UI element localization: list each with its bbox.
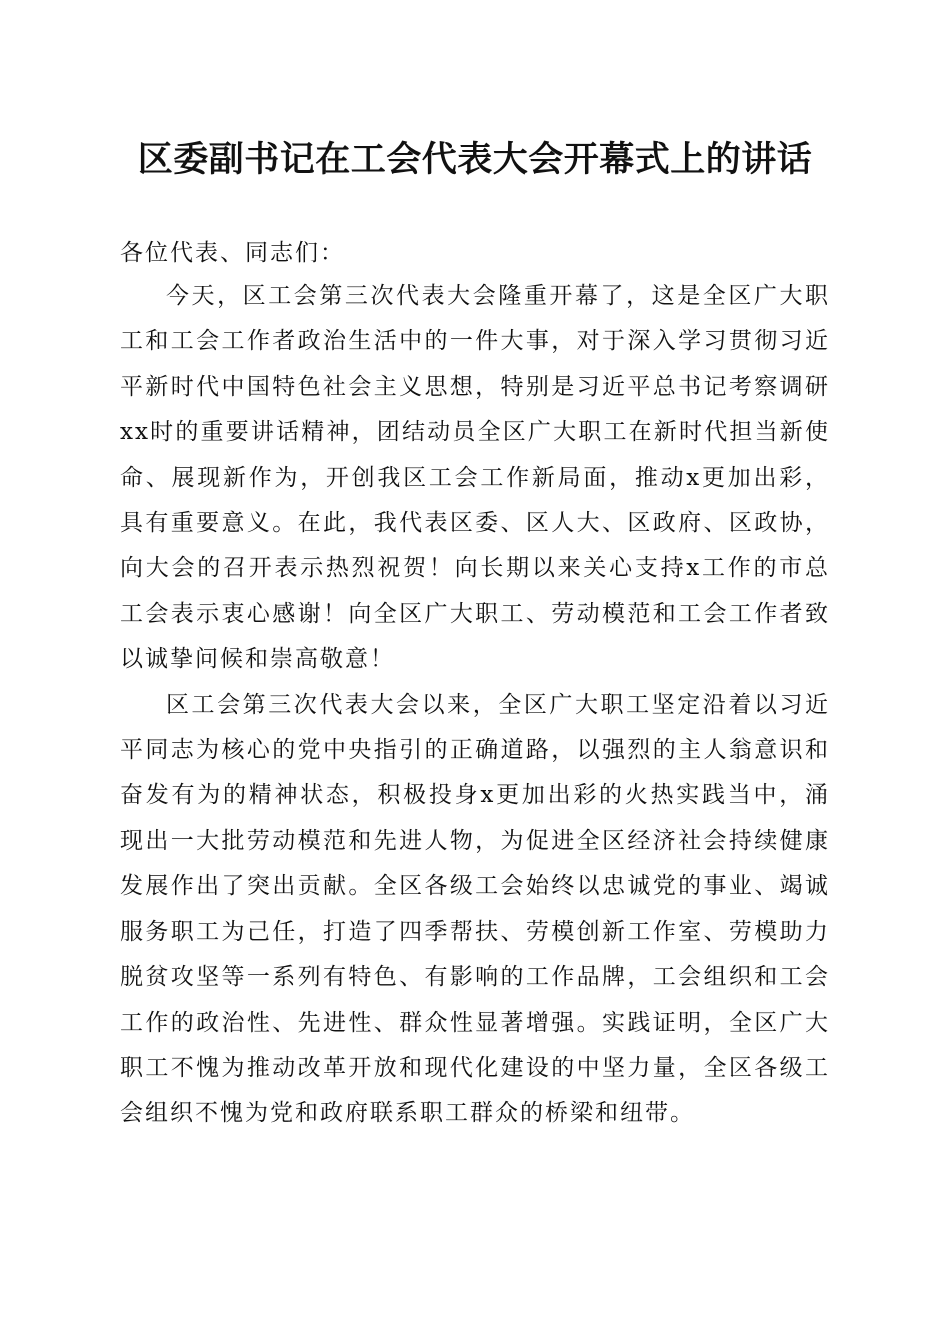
document-body (120, 232, 830, 1137)
paragraph-opening: 今天，区工会第三次代表大会隆重开幕了，这是全区广大职工和工会工作者政治生活中的一件大事，对于深入学习贯彻习近平新时代中国特色社会主义思想，特别是习近平总书记考察调研xx时的重要讲话精神，团结动员全区广大职工在新时代担当新使命、展现新作为，开创我区工会工作新局面，推动x更加出彩，具有重要意义。在此，我代表区委、区人大、区政府、区政协，向大会的召开表示热烈祝贺！向长期以来关心支持x工作的市总工会表示衷心感谢！向全区广大职工、劳动模范和工会工作者致以诚挚问候和崇高敬意！ (120, 283, 830, 673)
paragraph-achievements: 区工会第三次代表大会以来，全区广大职工坚定沿着以习近平同志为核心的党中央指引的正确道路，以强烈的主人翁意识和奋发有为的精神状态，积极投身x更加出彩的火热实践当中，涌现出一大批劳动模范和先进人物，为促进全区经济社会持续健康发展作出了突出贡献。全区各级工会始终以忠诚党的事业、竭诚服务职工为己任，打造了四季帮扶、劳模创新工作室、劳模助力脱贫攻坚等一系列有特色、有影响的工作品牌，工会组织和工会工作的政治性、先进性、群众性显著增强。实践证明，全区广大职工不愧为推动改革开放和现代化建设的中坚力量，全区各级工会组织不愧为党和政府联系职工群众的桥梁和纽带。 (120, 691, 830, 1127)
document-title: 区委副书记在工会代表大会开幕式上的讲话 (137, 139, 813, 180)
salutation: 各位代表、同志们： (120, 240, 345, 266)
